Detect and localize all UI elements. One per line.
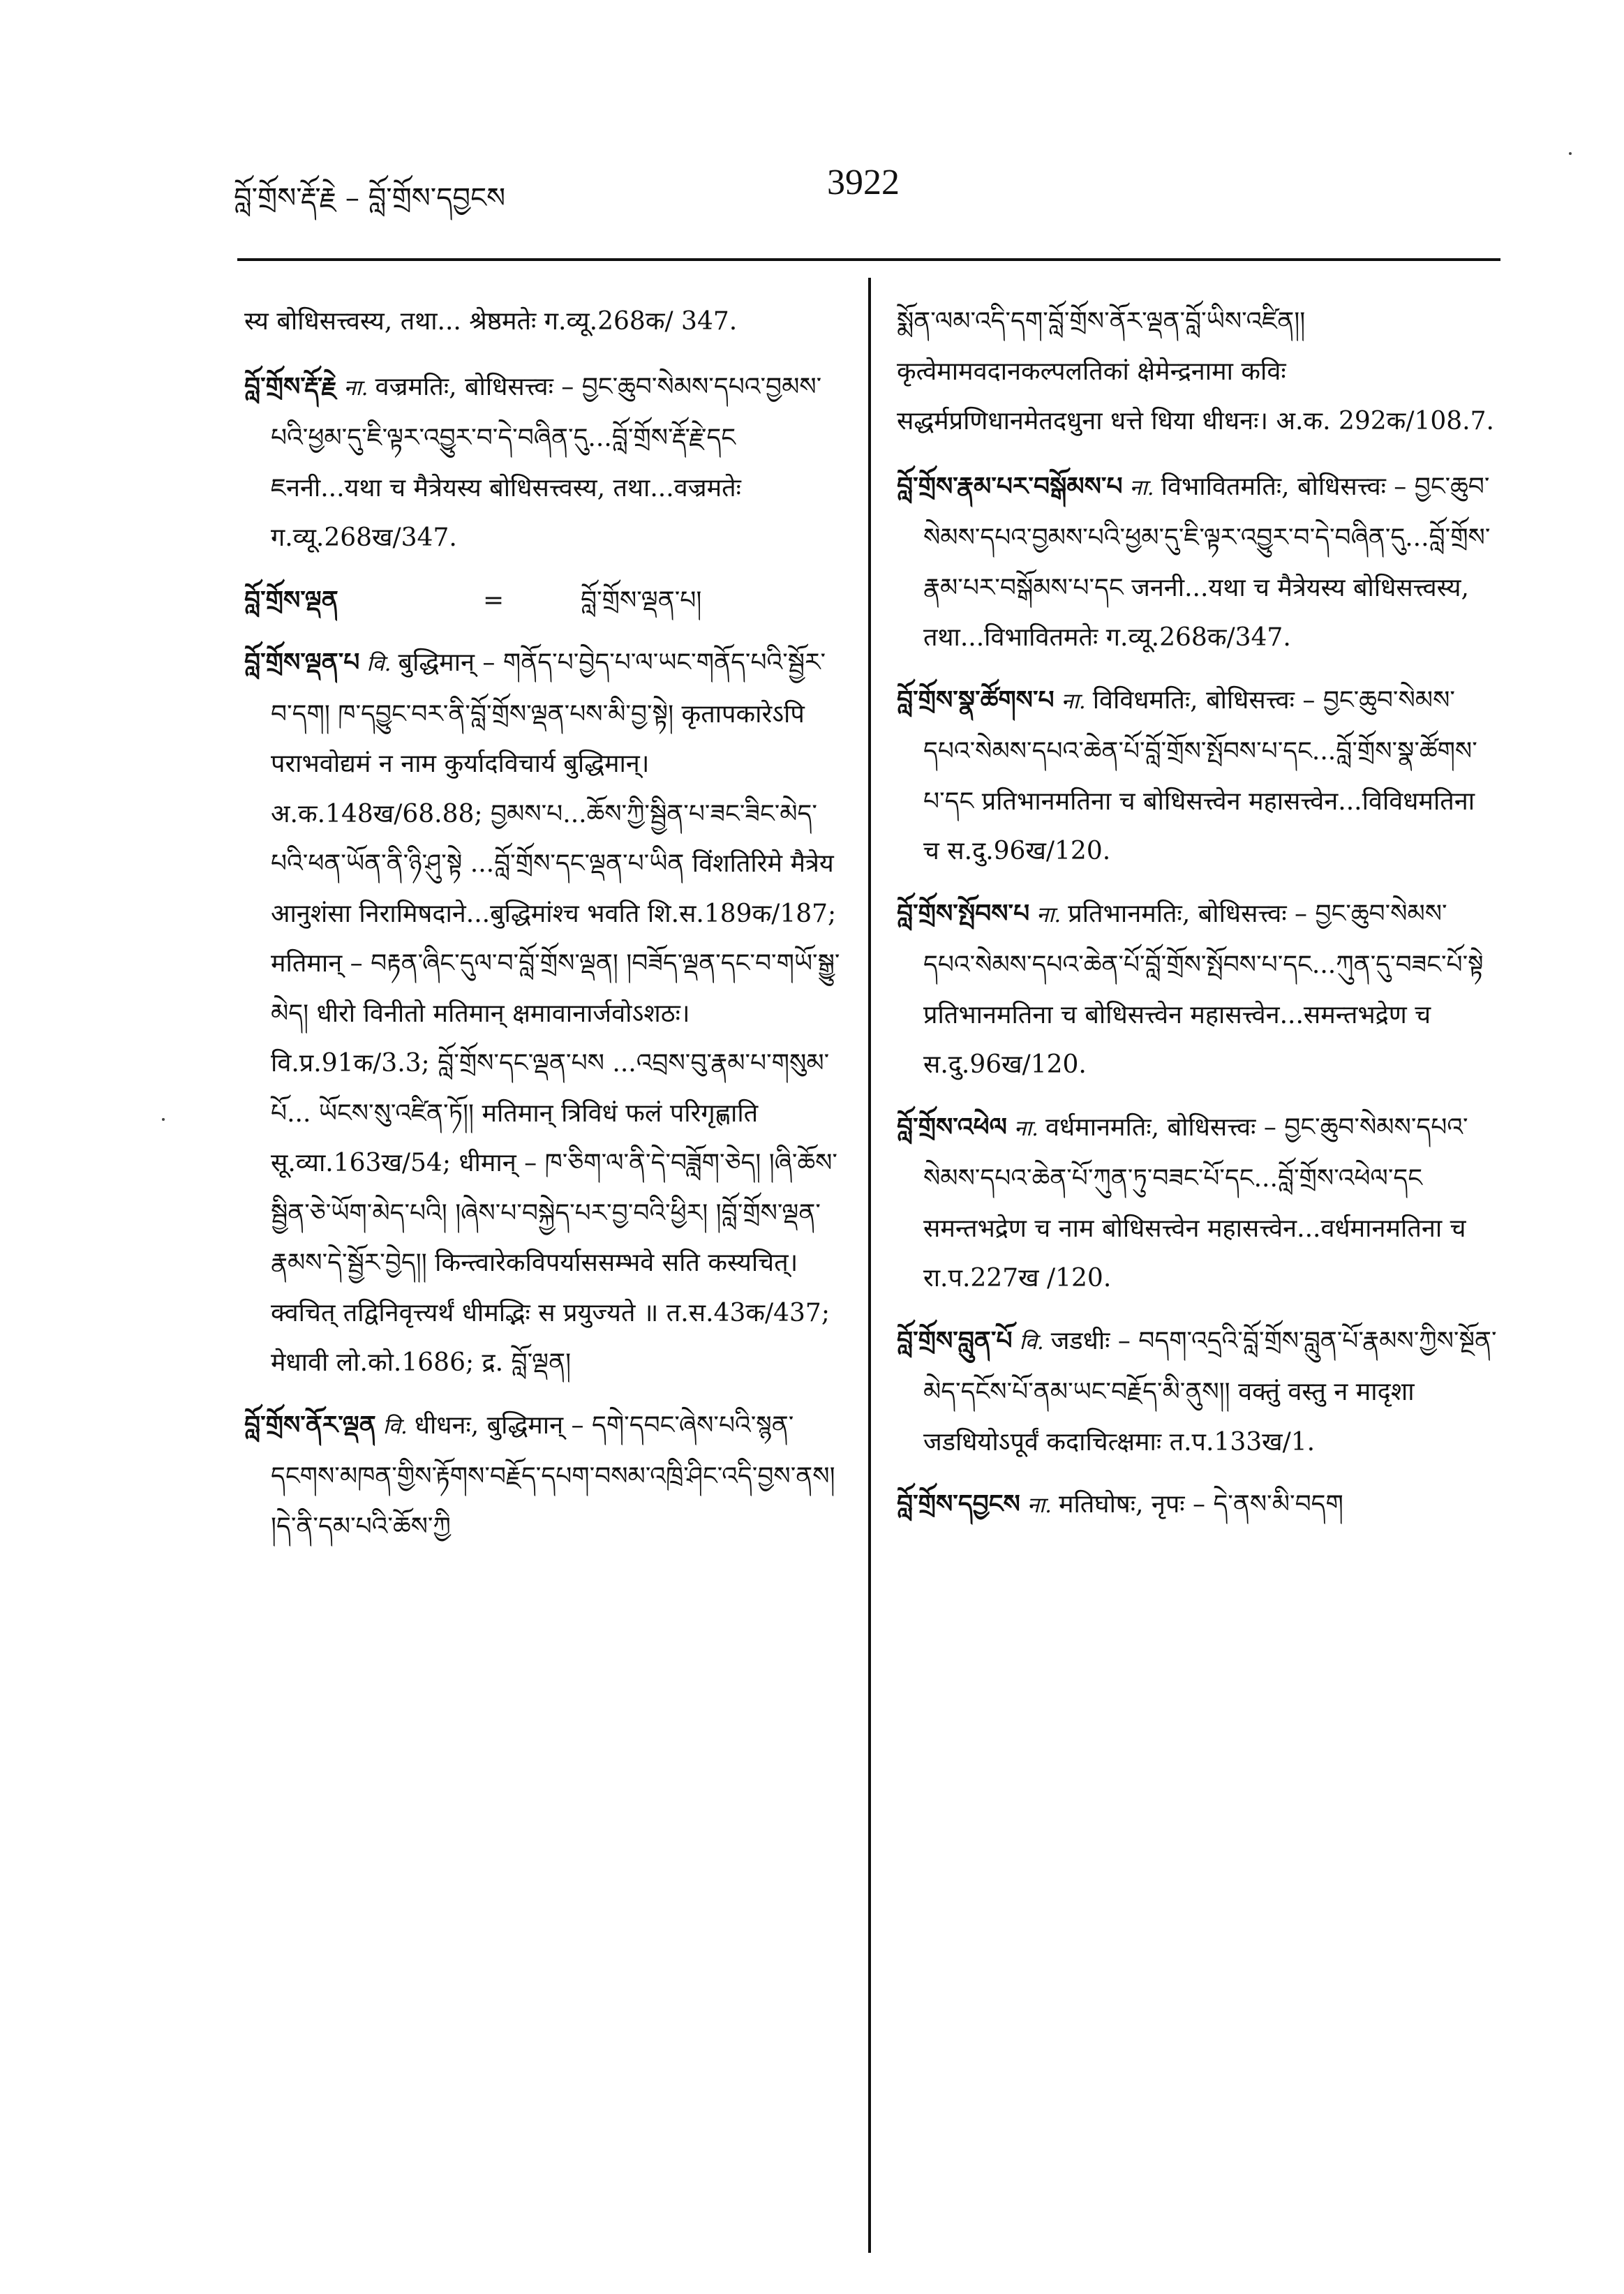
entry-text: སྨོན་ལམ་འདི་དག་བློ་གྲོས་ནོར་ལྡན་བློ་ཡིས་འཛིན།། कृत्वेमामवदानकल्पलतिकां क्षेमेन्द्रनामा कविः सद्धर्मप्रणिधानमेतदधुना धत्ते धिया धीधनः। अ.क. 292क/108.7. xyxy=(897,307,1494,435)
entry-text: प्रतिभानमतिः, बोधिसत्त्वः – བྱང་ཆུབ་སེམས་དཔའ་སེམས་དཔའ་ཆེན་པོ་བློ་གྲོས་སྤོབས་པ་དང...ཀུན་དུ་བཟང་པོ་སྟེ प्रतिभानमतिना च बोधिसत्त्वेन महासत्त्वेन...समन्तभद्रेण च स.दु.96ख/120. xyxy=(923,899,1484,1079)
running-header xyxy=(0,163,1624,222)
entry-text: बुद्धिमान् – གནོད་པ་བྱེད་པ་ལ་ཡང་གནོད་པའི་སྦྱོར་བ་དག། ཁ་དབྱུང་བར་ནི་བློ་གྲོས་ལྡན་པས་མི་བྱ་སྟེ། कृतापकारेऽपि पराभवोद्यमं न नाम कुर्यादविचार्य बुद्धिमान्। अ.क.148ख/68.88; བྱམས་པ...ཆོས་ཀྱི་སྦྱིན་པ་ཟང་ཟིང་མེད་པའི་ཕན་ཡོན་ནི་ཉི་ཤུ་སྟེ ...བློ་གྲོས་དང་ལྡན་པ་ཡིན विंशतिरिमे मैत्रेय आनुशंसा निरामिषदाने...बुद्धिमांश्च भवति शि.स.189क/187; मतिमान् – བརྟན་ཞིང་དུལ་བ་བློ་གྲོས་ལྡན། །བཟོད་ལྡན་དང་བ་གཡོ་སྒྱུ་མེད། धीरो विनीतो मतिमान् क्षमावानार्जवोऽशठः। वि.प्र.91क/3.3; བློ་གྲོས་དང་ལྡན་པས ...འབྲས་བུ་རྣམ་པ་གསུམ་པོ... ཡོངས་སུ་འཛིན་ཏོ།། मतिमान् त्रिविधं फलं परिगृह्णाति सू.व्या.163ख/54; धीमान् – ཁ་ཅིག་ལ་ནི་དེ་བཟློག་ཅེད། །ཞི་ཆོས་སྦྱིན་ཅེ་ཡོག་མེད་པའི། །ཞེས་པ་བསྐྱེད་པར་བྱ་བའི་ཕྱིར། །བློ་གྲོས་ལྡན་རྣམས་དེ་སྦྱོར་བྱེད།། किन्त्वारेकविपर्याससम्भवे सति कस्यचित्। क्वचित् तद्विनिवृत्त्यर्थं धीमद्भिः स प्रयुज्यते ॥ त.स.43क/437; मेधावी लो.को.1686; द्र. བློ་ལྡན། xyxy=(271,648,840,1377)
grammar-label: वि. xyxy=(366,651,392,676)
entry-headword: བློ་གྲོས་སྣ་ཚོགས་པ xyxy=(897,685,1055,715)
left-column xyxy=(244,297,844,1564)
dictionary-entry xyxy=(897,676,1497,877)
entry-headword: བློ་གྲོས་རྡོ་རྗེ xyxy=(244,371,337,401)
running-head: བློ་གྲོས་རྡོ་རྗེ – བློ་གྲོས་དབྱངས xyxy=(234,182,506,214)
entry-text: स्य बोधिसत्त्वस्य, तथा... श्रेष्ठमतेः ग.व्यू.268क/ 347. xyxy=(244,307,738,336)
dictionary-entry xyxy=(244,638,844,1388)
dictionary-entry xyxy=(244,1401,844,1552)
grammar-label: ना. xyxy=(1061,688,1086,714)
right-column xyxy=(897,297,1497,1544)
dictionary-entry xyxy=(897,1480,1497,1531)
dictionary-entry xyxy=(897,889,1497,1090)
dictionary-entry xyxy=(897,1103,1497,1304)
scan-speck xyxy=(162,1118,165,1121)
dictionary-entry xyxy=(897,462,1497,663)
entry-headword: བློ་གྲོས་ལྡན་པ xyxy=(244,648,360,677)
entry-text: विभावितमतिः, बोधिसत्त्वः – བྱང་ཆུབ་སེམས་དཔའ་བྱམས་པའི་ཕྱམ་དུ་ཇི་ལྟར་འབྱུར་བ་དེ་བཞིན་དུ...བློ་གྲོས་རྣམ་པར་བསྒོམས་པ་དང जननी...यथा च मैत्रेयस्य बोधिसत्त्वस्य, तथा...विभावितमतेः ग.व्यू.268क/347. xyxy=(923,472,1491,652)
cross-reference-entry: བློ་གྲོས་ལྡན = བློ་གྲོས་ལྡན་པ། xyxy=(244,576,844,626)
entry-text: वज्रमतिः, बोधिसत्त्वः – བྱང་ཆུབ་སེམས་དཔའ་བྱམས་པའི་ཕྱམ་དུ་ཇི་ལྟར་འབྱུར་བ་དེ་བཞིན་དུ...བློ་གྲོས་རྡོ་རྗེ་དང ཇननी...यथा च मैत्रेयस्य बोधिसत्त्वस्य, तथा...वज्रमतेः ग.व्यू.268ख/347. xyxy=(271,372,822,552)
entry-text: मतिघोषः, नृपः – དེ་ནས་མི་བདག xyxy=(1058,1490,1343,1519)
header-rule xyxy=(237,258,1500,261)
grammar-label: वि. xyxy=(1019,1329,1044,1355)
continuation-entry xyxy=(897,297,1497,447)
grammar-label: ना. xyxy=(1013,1115,1039,1141)
entry-text: धीधनः, बुद्धिमान् – དགེ་དབང་ཞེས་པའི་སྙན་དངགས་མཁན་གྱིས་རྟོགས་བརྗོད་དཔག་བསམ་འཁྲི་ཤིང་འདི་བྱས་ནས། །དེ་ནི་དམ་པའི་ཆོས་ཀྱི xyxy=(271,1410,835,1541)
entry-text: विविधमतिः, बोधिसत्त्वः – བྱང་ཆུབ་སེམས་དཔའ་སེམས་དཔའ་ཆེན་པོ་བློ་གྲོས་སྤོབས་པ་དང...བློ་གྲོས་སྣ་ཚོགས་པ་དང प्रतिभानमतिना च बोधिसत्त्वेन महासत्त्वेन...विविधमतिना च स.दु.96ख/120. xyxy=(923,685,1477,865)
entry-headword: བློ་གྲོས་འཕེལ xyxy=(897,1112,1007,1142)
entry-headword: བློ་གྲོས་ལྡན xyxy=(244,585,338,615)
entry-headword: བློ་གྲོས་དབྱངས xyxy=(897,1489,1020,1519)
entry-headword: བློ་གྲོས་ནོར་ལྡན xyxy=(244,1410,376,1440)
grammar-label: वि. xyxy=(382,1413,408,1439)
grammar-label: ना. xyxy=(1027,1493,1052,1518)
column-divider xyxy=(868,278,871,2253)
grammar-label: ना. xyxy=(1129,475,1154,500)
scan-speck xyxy=(1569,152,1572,155)
grammar-label: ना. xyxy=(1036,902,1061,928)
entry-headword: བློ་གྲོས་སྤོབས་པ xyxy=(897,898,1030,928)
entry-headword: བློ་གྲོས་བླུན་པོ xyxy=(897,1325,1013,1355)
page-number: 3922 xyxy=(827,163,900,202)
grammar-label: ना. xyxy=(343,375,368,401)
entry-headword: བློ་གྲོས་རྣམ་པར་བསྒོམས་པ xyxy=(897,471,1123,501)
entry-text: वर्धमानमतिः, बोधिसत्त्वः – བྱང་ཆུབ་སེམས་དཔའ་སེམས་དཔའ་ཆེན་པོ་ཀུན་ཏུ་བཟང་པོ་དང...བློ་གྲོས་འཕེལ་དང समन्तभद्रेण च नाम बोधिसत्त्वेन महासत्त्वेन...वर्धमानमतिना च रा.प.227ख /120. xyxy=(923,1112,1468,1293)
cross-reference-target: བློ་གྲོས་ལྡན་པ། xyxy=(581,586,702,615)
dictionary-entry xyxy=(897,1316,1497,1468)
continuation-entry xyxy=(244,297,844,347)
entry-text: जडधीः – བདག་འདྲའི་བློ་གྲོས་བླུན་པོ་རྣམས་ཀྱིས་སྔོན་མེད་དངོས་པོ་ནམ་ཡང་བརྗོད་མི་ནུས།། वक्तुं वस्तु न मादृशा जडधियोऽपूर्वं कदाचित्क्षमाः त.प.133ख/1. xyxy=(923,1326,1497,1457)
dictionary-entry xyxy=(244,362,844,563)
